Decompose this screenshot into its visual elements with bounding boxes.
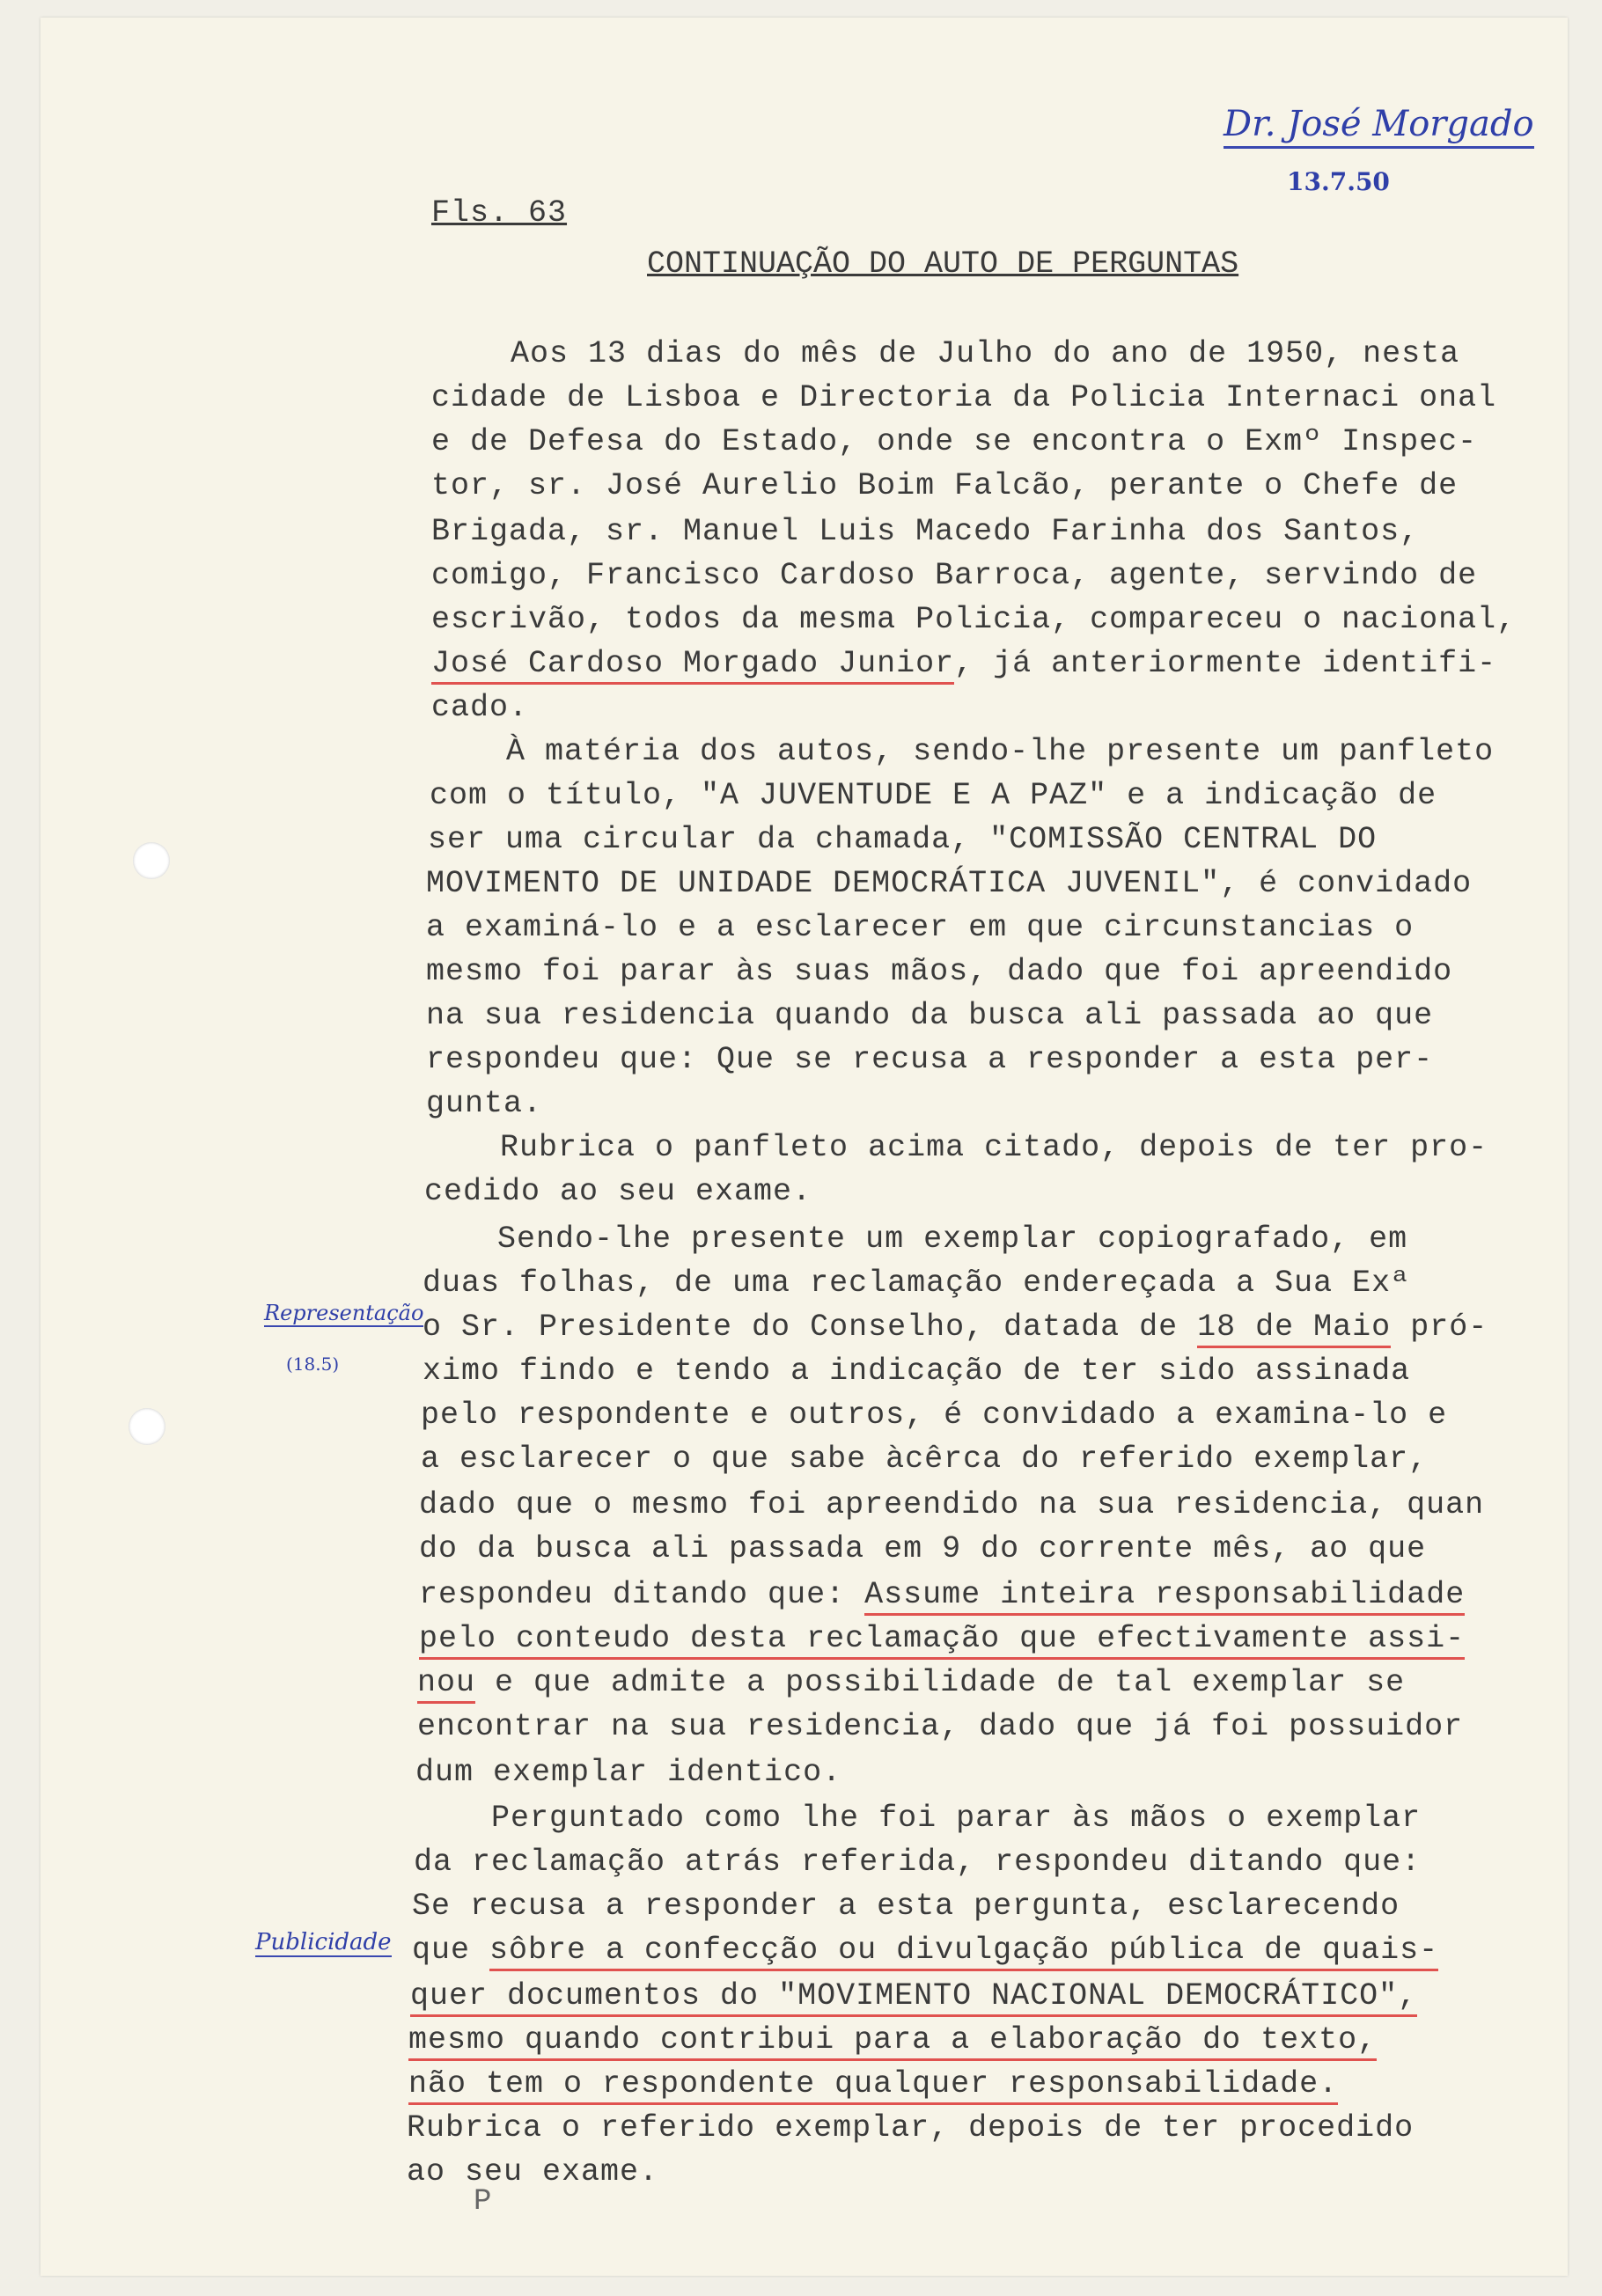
margin-note-representacao-date: (18.5): [286, 1353, 340, 1375]
underlined-date: 18 de Maio: [1197, 1309, 1391, 1348]
text-line: cado.: [431, 690, 529, 725]
footer-mark: P: [474, 2185, 492, 2219]
text-line: o Sr. Presidente do Conselho, datada de 18 de Maio pró-: [423, 1309, 1488, 1345]
handwritten-date: 13.7.50: [1287, 167, 1390, 196]
text-line: ximo findo e tendo a indicação de ter sido assinada: [423, 1353, 1411, 1389]
text-line: [410, 1978, 1417, 2014]
text-line: cedido ao seu exame.: [424, 1174, 812, 1209]
underlined-passage: não tem o respondente qualquer responsabilidade.: [408, 2066, 1338, 2105]
text-line: Rubrica o panfleto acima citado, depois de ter pro-: [500, 1130, 1488, 1165]
margin-note-publicidade: Publicidade: [255, 1929, 392, 1955]
underlined-passage: mesmo quando contribui para a elaboração do texto,: [408, 2022, 1377, 2061]
underlined-passage: Assume inteira responsabilidade: [864, 1577, 1465, 1616]
text-line: José Cardoso Morgado Junior, já anteriormente identifi-: [431, 646, 1496, 681]
text-line: Se recusa a responder a esta pergunta, esclarecendo: [412, 1889, 1400, 1924]
text-line: À matéria dos autos, sendo-lhe presente um panfleto: [506, 734, 1495, 769]
text-line: e de Defesa do Estado, onde se encontra o Exmº Inspec-: [431, 424, 1478, 459]
text-line: tor, sr. José Aurelio Boim Falcão, perante o Chefe de: [431, 468, 1459, 503]
underlined-passage: sôbre a confecção ou divulgação pública de quais-: [489, 1933, 1438, 1971]
text-line: cidade de Lisboa e Directoria da Policia Internaci onal: [431, 380, 1497, 415]
text-line: escrivão, todos da mesma Policia, compareceu o nacional,: [431, 602, 1517, 637]
text-line: [408, 2022, 1377, 2058]
text-line: Brigada, sr. Manuel Luis Macedo Farinha dos Santos,: [431, 514, 1420, 549]
text-line: na sua residencia quando da busca ali passada ao que: [426, 998, 1434, 1033]
text-line: respondeu ditando que: Assume inteira responsabilidade: [419, 1577, 1465, 1612]
text-line: do da busca ali passada em 9 do corrente mês, ao que: [419, 1531, 1427, 1566]
folio-number: Fls. 63: [431, 195, 568, 231]
text-line: pelo respondente e outros, é convidado a examina-lo e: [421, 1397, 1448, 1433]
margin-note-representacao: Representação: [264, 1301, 424, 1325]
text-line: [419, 1621, 1465, 1656]
text-line: Sendo-lhe presente um exemplar copiografado, em: [497, 1221, 1408, 1257]
document-title: CONTINUAÇÃO DO AUTO DE PERGUNTAS: [647, 246, 1239, 282]
text-line: nou e que admite a possibilidade de tal exemplar se: [417, 1665, 1405, 1700]
text-line: dum exemplar identico.: [415, 1755, 842, 1790]
text-line: que sôbre a confecção ou divulgação pública de quais-: [412, 1933, 1438, 1968]
text-line: gunta.: [426, 1086, 543, 1121]
text-line: [408, 2066, 1338, 2102]
text-line: a examiná-lo e a esclarecer em que circunstancias o: [426, 910, 1415, 945]
text-line: respondeu que: Que se recusa a responder a esta per-: [426, 1042, 1434, 1077]
underlined-passage: pelo conteudo desta reclamação que efectivamente assi-: [419, 1621, 1465, 1660]
text-line: Rubrica o referido exemplar, depois de ter procedido: [407, 2110, 1415, 2146]
text-line: Perguntado como lhe foi parar às mãos o exemplar: [491, 1801, 1422, 1836]
text-line: Aos 13 dias do mês de Julho do ano de 1950, nesta: [511, 336, 1460, 371]
text-line: da reclamação atrás referida, respondeu ditando que:: [414, 1845, 1422, 1880]
text-line: comigo, Francisco Cardoso Barroca, agente, servindo de: [431, 558, 1478, 593]
underlined-name: José Cardoso Morgado Junior: [431, 646, 954, 685]
text-line: ao seu exame.: [407, 2154, 659, 2190]
handwritten-name: Dr. José Morgado: [1224, 104, 1534, 149]
text-line: dado que o mesmo foi apreendido na sua residencia, quan: [419, 1487, 1485, 1522]
text-line: MOVIMENTO DE UNIDADE DEMOCRÁTICA JUVENIL", é convidado: [426, 866, 1473, 901]
underlined-passage: quer documentos do "MOVIMENTO NACIONAL DEMOCRÁTICO",: [410, 1978, 1417, 2017]
text-line: ser uma circular da chamada, "COMISSÃO CENTRAL DO: [428, 822, 1378, 857]
text-line: encontrar na sua residencia, dado que já foi possuidor: [417, 1709, 1464, 1744]
text-line: a esclarecer o que sabe àcêrca do referido exemplar,: [421, 1441, 1429, 1477]
text-line: duas folhas, de uma reclamação endereçada a Sua Exª: [423, 1265, 1411, 1301]
underlined-passage: nou: [417, 1665, 475, 1704]
text-line: com o título, "A JUVENTUDE E A PAZ" e a indicação de: [430, 778, 1437, 813]
text-line: mesmo foi parar às suas mãos, dado que foi apreendido: [426, 954, 1453, 989]
